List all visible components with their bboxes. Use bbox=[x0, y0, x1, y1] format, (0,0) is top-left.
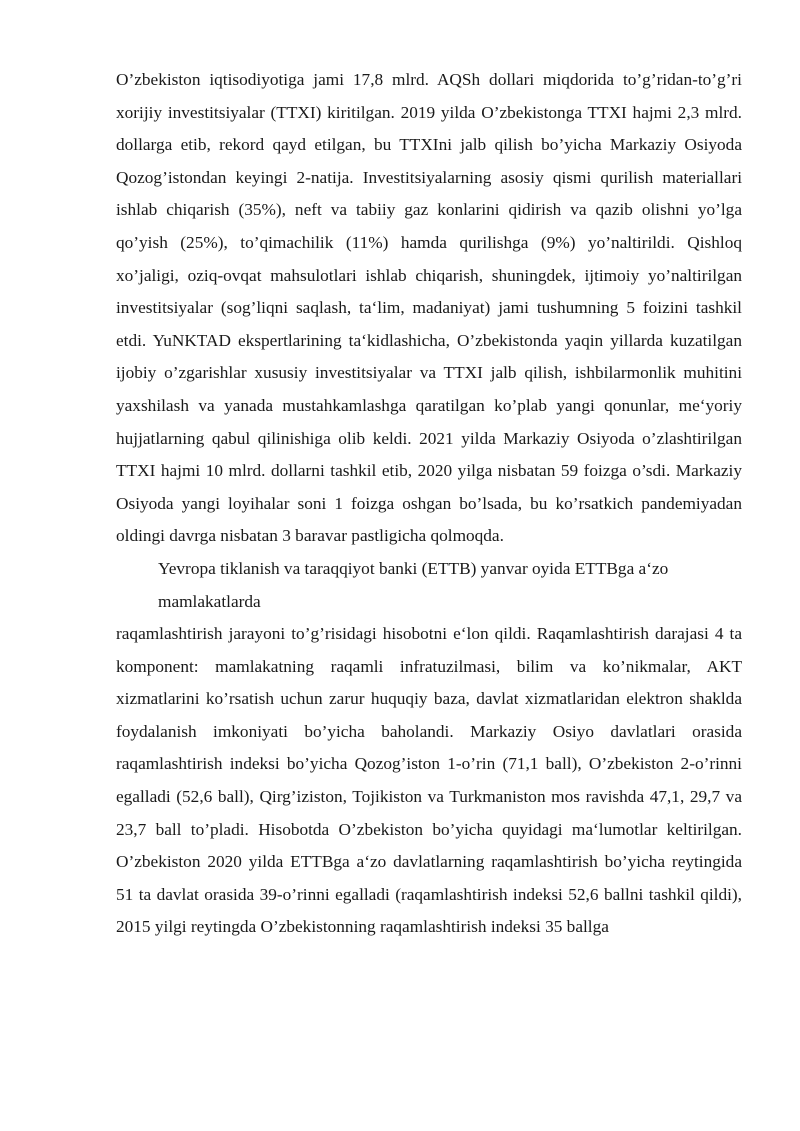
paragraph-ebrd-intro: Yevropa tiklanish va taraqqiyot banki (ETTB) yanvar oyida ETTBga a‘zo mamlakatlarda bbox=[158, 558, 669, 611]
document-page bbox=[116, 64, 742, 944]
paragraph-fdi: O’zbekiston iqtisodiyotiga jami 17,8 mlrd. AQSh dollari miqdorida to’g’ridan-to’g’ri xorijiy investitsiyalar (TTXI) kiritilgan. 2019 yilda O’zbekistonga TTXI hajmi 2,3 mlrd. dollarga etib, rekord qayd etilgan, bu TTXIni jalb qilish bo’yicha Markaziy Osiyoda Qozog’istondan keyingi 2-natija. Investitsiyalarning asosiy qismi qurilish materiallari ishlab chiqarish (35%), neft va tabiiy gaz konlarini qidirish va qazib olishni yo’lga qo’yish (25%), to’qimachilik (11%) hamda qurilishga (9%) yo’naltirildi. Qishloq xo’jaligi, oziq-ovqat mahsulotlari ishlab chiqarish, shuningdek, ijtimoiy yo’naltirilgan investitsiyalar (sog’liqni saqlash, ta‘lim, madaniyat) jami tushumning 5 foizini tashkil etdi. YuNKTAD ekspertlarining ta‘kidlashicha, O’zbekistonda yaqin yillarda kuzatilgan ijobiy o’zgarishlar xususiy investitsiyalar va TTXI jalb qilish, ishbilarmonlik muhitini yaxshilash va yanada mustahkamlashga qaratilgan ko’plab yangi qonunlar, me‘yoriy hujjatlarning qabul qilinishiga olib keldi. 2021 yilda Markaziy Osiyoda o’zlashtirilgan TTXI hajmi 10 mlrd. dollarni tashkil etib, 2020 yilga nisbatan 59 foizga o’sdi. Markaziy Osiyoda yangi loyihalar soni 1 foizga oshgan bo’lsada, bu ko’rsatkich pandemiyadan oldingi davrga nisbatan 3 baravar pastligicha qolmoqda. bbox=[116, 70, 742, 546]
paragraph-digitalization: raqamlashtirish jarayoni to’g’risidagi hisobotni e‘lon qildi. Raqamlashtirish darajasi 4 ta komponent: mamlakatning raqamli infratuzilmasi, bilim va ko’nikmalar, AKT xizmatlarini ko’rsatish uchun zarur huquqiy baza, davlat xizmatlaridan elektron shaklda foydalanish imkoniyati bo’yicha baholandi. Markaziy Osiyo davlatlari orasida raqamlashtirish indeksi bo’yicha Qozog’iston 1-o’rin (71,1 ball), O’zbekiston 2-o’rinni egalladi (52,6 ball), Qirg’iziston, Tojikiston va Turkmaniston mos ravishda 47,1, 29,7 va 23,7 ball to’pladi. Hisobotda O’zbekiston bo’yicha quyidagi ma‘lumotlar keltirilgan. O’zbekiston 2020 yilda ETTBga a‘zo davlatlarning raqamlashtirish bo’yicha reytingida 51 ta davlat orasida 39-o’rinni egalladi (raqamlashtirish indeksi 52,6 ballni tashkil qildi), 2015 yilgi reytingda O’zbekistonning raqamlashtirish indeksi 35 ballga bbox=[116, 624, 742, 937]
